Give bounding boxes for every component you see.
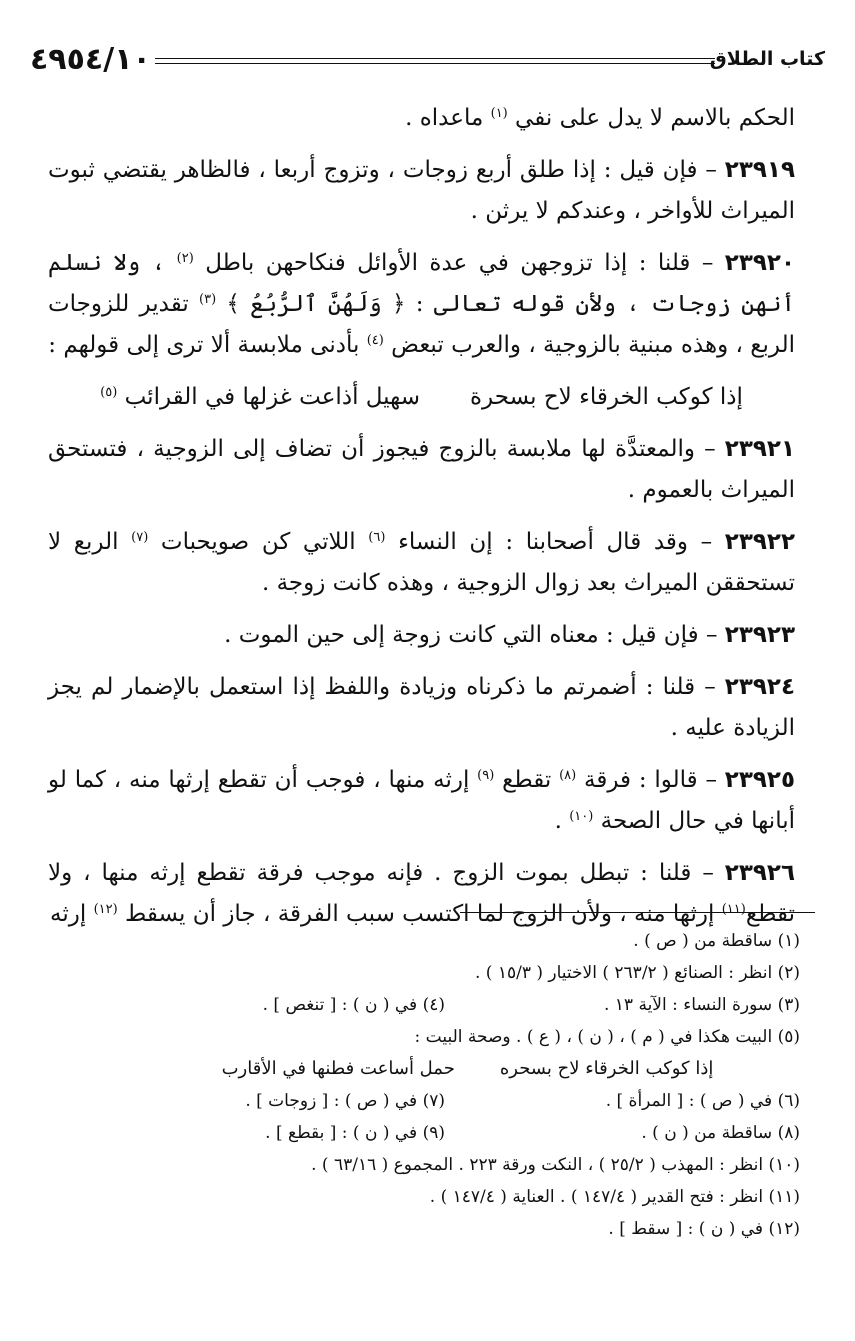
paragraph-number: ٢٣٩٢٥ — [724, 767, 795, 793]
paragraph — [48, 243, 795, 366]
paragraph-text: تقطع — [494, 767, 560, 793]
paragraph-number: ٢٣٩٢٣ — [724, 622, 795, 648]
paragraph-number: ٢٣٩٢٤ — [724, 674, 795, 700]
paragraph — [48, 429, 795, 511]
footnote-marker: (٢) — [176, 251, 194, 266]
footnote-marker: (١) — [490, 106, 508, 121]
paragraph-text: ماعداه . — [405, 105, 491, 131]
page-number: ٤٩٥٤/١٠ — [30, 42, 151, 77]
paragraph-text: – فإن قيل : إذا طلق أربع زوجات ، وتزوج أربعا ، فالظاهر يقتضي ثبوت الميراث للأواخر ، وعندكم لا يرثن . — [48, 157, 795, 224]
paragraph — [48, 760, 795, 842]
footnote-marker: (٩) — [477, 768, 495, 783]
footnote-marker: (١٢) — [93, 902, 118, 917]
paragraph — [48, 522, 795, 604]
paragraph-text: – قلنا : تبطل بموت الزوج . فإنه موجب فرقة تقطع إرثه منها ، ولا تقطع — [48, 860, 795, 927]
paragraph-number: ٢٣٩١٩ — [724, 157, 795, 183]
paragraph-text: – والمعتدَّة لها ملابسة بالزوج فيجوز أن تضاف إلى الزوجية ، فتستحق الميراث بالعموم . — [48, 436, 795, 503]
paragraph-text: الربع لا تستحققن الميراث بعد زوال الزوجية ، وهذه كانت زوجة . — [48, 529, 795, 596]
paragraph-text: ، ولا نسلم أنهن زوجات ، ولأن قوله تعالى : ﴿ وَلَهُنَّ ٱلرُّبُعُ ﴾ — [48, 250, 796, 317]
paragraph-text: إرثه منها ، فوجب أن تقطع إرثها منه ، كما لو أبانها في حال الصحة — [48, 767, 795, 834]
paragraph-text: – قالوا : فرقة — [576, 767, 725, 793]
paragraph-number: ٢٣٩٢٠ — [724, 250, 795, 276]
paragraph-text: تقدير للزوجات الربع ، وهذه مبنية بالزوجية ، والعرب تبعض — [48, 291, 795, 358]
paragraph-number: ٢٣٩٢١ — [724, 436, 795, 462]
paragraph-text: – فإن قيل : معناه التي كانت زوجة إلى حين الموت . — [224, 622, 725, 648]
footnote-verse-hemistich-2: حمل أساعت فطنها في الأقارب — [221, 1058, 455, 1079]
footnote-12: (١٢) في ( ن ) : [ سقط ] . — [608, 1219, 800, 1239]
paragraph-text: الحكم بالاسم لا يدل على نفي — [507, 105, 795, 131]
paragraph-text: . — [554, 808, 570, 834]
paragraph-number: ٢٣٩٢٢ — [724, 529, 795, 555]
footnote-4: (٤) في ( ن ) : [ تنغص ] . — [262, 995, 445, 1015]
paragraph-text: إرثه — [50, 901, 94, 927]
footnote-8: (٨) ساقطة من ( ن ) . — [641, 1123, 800, 1143]
paragraph-text: إرثها منه ، ولأن الزوج لما اكتسب سبب الفرقة ، جاز أن يسقط — [117, 901, 722, 927]
paragraph — [48, 667, 795, 749]
paragraph — [48, 150, 795, 232]
footnote-10: (١٠) انظر : المهذب ( ٢٥/٢ ) ، النكت ورقة ٢٢٣ . المجموع ( ٦٣/١٦ ) . — [311, 1155, 800, 1175]
paragraph-text: بأدنى ملابسة ألا ترى إلى قولهم : — [48, 332, 367, 358]
paragraph — [48, 98, 795, 139]
paragraph — [48, 615, 795, 656]
header-rule — [155, 58, 715, 64]
paragraph-text: – قلنا : أضمرتم ما ذكرناه وزيادة واللفظ إذا استعمل بالإضمار لم يجز الزيادة عليه . — [48, 674, 795, 741]
paragraph-text: – وقد قال أصحابنا : إن النساء — [385, 529, 725, 555]
paragraph — [48, 853, 795, 935]
verse-hemistich-2: سهيل أذاعت غزلها في القرائب — [124, 384, 420, 410]
running-title: كتاب الطلاق — [709, 48, 825, 70]
footnote-verse — [95, 1053, 800, 1085]
footnote-6: (٦) في ( ص ) : [ المرأة ] . — [605, 1091, 800, 1111]
footnote-marker: (٦) — [368, 530, 386, 545]
footnote-9: (٩) في ( ن ) : [ بقطع ] . — [265, 1123, 445, 1143]
footnote-2: (٢) انظر : الصنائع ( ٢٦٣/٢ ) الاختيار ( ١٥/٣ ) . — [474, 963, 800, 983]
footnote-marker: (٥) — [100, 385, 118, 400]
footnote-row — [95, 989, 800, 1021]
page-header — [30, 42, 825, 82]
footnote-row — [95, 1085, 800, 1117]
footnote-marker: (٧) — [131, 530, 149, 545]
footnote-1: (١) ساقطة من ( ص ) . — [633, 931, 800, 951]
footnote-separator — [460, 912, 815, 913]
paragraph-text: اللاتي كن صويحبات — [148, 529, 369, 555]
footnote-marker: (١١) — [721, 902, 746, 917]
main-text — [48, 98, 795, 946]
footnote-7: (٧) في ( ص ) : [ زوجات ] . — [245, 1091, 445, 1111]
paragraph-text: – قلنا : إذا تزوجهن في عدة الأوائل فنكاحهن باطل — [193, 250, 725, 276]
footnotes — [95, 925, 800, 1245]
footnote-5: (٥) البيت هكذا في ( م ) ، ( ن ) ، ( ع ) . وصحة البيت : — [414, 1027, 800, 1047]
footnote-marker: (١٠) — [569, 809, 594, 824]
footnote-3: (٣) سورة النساء : الآية ١٣ . — [603, 995, 800, 1015]
footnote-marker: (٨) — [559, 768, 577, 783]
footnote-row — [95, 1117, 800, 1149]
paragraph-number: ٢٣٩٢٦ — [724, 860, 795, 886]
poetry-verse — [48, 377, 795, 418]
verse-hemistich-1: إذا كوكب الخرقاء لاح بسحرة — [470, 384, 743, 410]
footnote-11: (١١) انظر : فتح القدير ( ١٤٧/٤ ) . العناية ( ١٤٧/٤ ) . — [429, 1187, 800, 1207]
footnote-marker: (٣) — [199, 292, 217, 307]
footnote-verse-hemistich-1: إذا كوكب الخرقاء لاح بسحره — [499, 1058, 714, 1079]
footnote-marker: (٤) — [366, 333, 384, 348]
